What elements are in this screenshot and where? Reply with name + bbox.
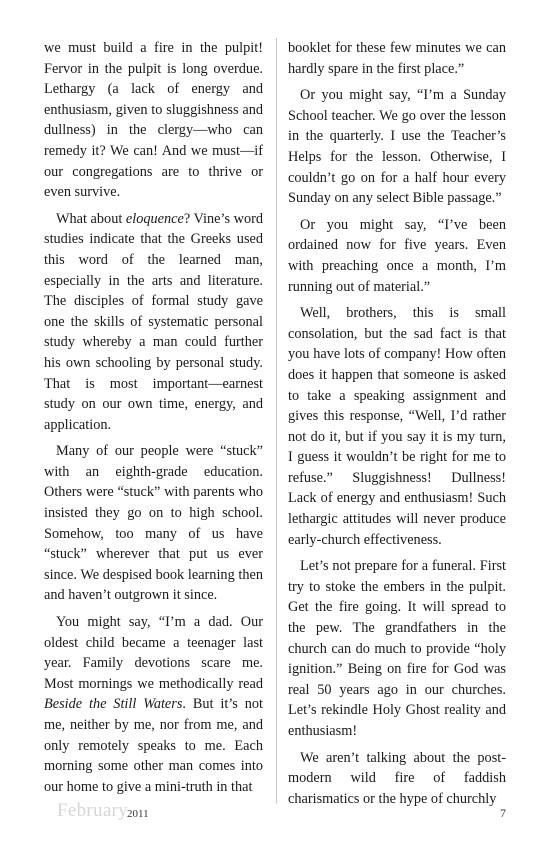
paragraph-dad [44,612,263,797]
column-divider [276,38,277,804]
left-text-column [44,38,263,797]
paragraph-stuck: Many of our people were “stuck” with an eighth-grade education. Others were “stuck” with parents who insisted they go on to high school. Somehow, too many of us have “stuck” wherever that put us ever since. We despised book learning then and haven’t outgrown it since. [44,443,263,604]
paragraph-eloquence-body: ? Vine’s word studies indicate that the Greeks used this word of the learned man, especially in the arts and literature. The disciples of formal study gave one the skills of systematic personal study whereby a man could further his own schooling by personal study. That is most important—earnest study on our own time, energy, and application. [44,210,264,433]
paragraph-teacher: Or you might say, “I’m a Sunday School teacher. We go over the lesson in the quarterly. I use the Teacher’s Helps for the lesson. Otherwise, I couldn’t go on for a half hour every Sunday on any select Bible passage.” [288,87,506,207]
footer-year: 2011 [127,808,149,820]
paragraph-dad-lead: You might say, “I’m a dad. Our oldest child became a teenager last year. Family devotions scare me. Most mornings we methodically read [44,614,263,692]
footer-month: February [57,800,128,821]
paragraph-ordained: Or you might say, “I’ve been ordained now for five years. Even with preaching once a month, I’m running out of material.” [288,216,506,295]
paragraph-eloquence [44,209,263,436]
paragraph-funeral: Let’s not prepare for a funeral. First try to stoke the embers in the pulpit. Get the fire going. It will spread to the pew. The grandfathers in the church can do much to provide “holy ignition.” Being on fire for God was real 50 years ago in our churches. Let’s rekindle Holy Ghost reality and enthusiasm! [288,558,506,739]
paragraph-booklet: booklet for these few minutes we can hardly spare in the first place.” [288,40,506,77]
paragraph-charismatics: We aren’t talking about the post-modern wild fire of faddish charismatics or the hype of churchly [288,749,506,807]
paragraph-dad-body: . But it’s not me, neither by me, nor from me, and only remotely speaks to me. Each morning some other man comes into our home to give a mini-truth in that [44,696,264,795]
book-title: Beside the Still Waters [44,696,183,713]
paragraph-fervor: we must build a fire in the pulpit! Fervor in the pulpit is long overdue. Lethargy (a lack of energy and enthusiasm, given to sluggishness and dullness) in the clergy—who can remedy it? We can! And we must—if our congregations are to thrive or even survive. [44,40,263,201]
eloquence-term: eloquence [125,210,184,227]
paragraph-brothers: Well, brothers, this is small consolation, but the sad fact is that you have lots of company! How often does it happen that someone is asked to take a speaking assignment and gives this response, “Well, I’d rather not do it, but if you say it is my turn, I guess it wouldn’t be right for me to refuse.” Sluggishness! Dullness! Lack of energy and enthusiasm! Such lethargic attitudes will never produce early-church effectiveness. [288,305,506,548]
right-text-column [288,38,506,809]
page-number: 7 [500,806,506,820]
paragraph-eloquence-lead: What about [56,210,126,227]
